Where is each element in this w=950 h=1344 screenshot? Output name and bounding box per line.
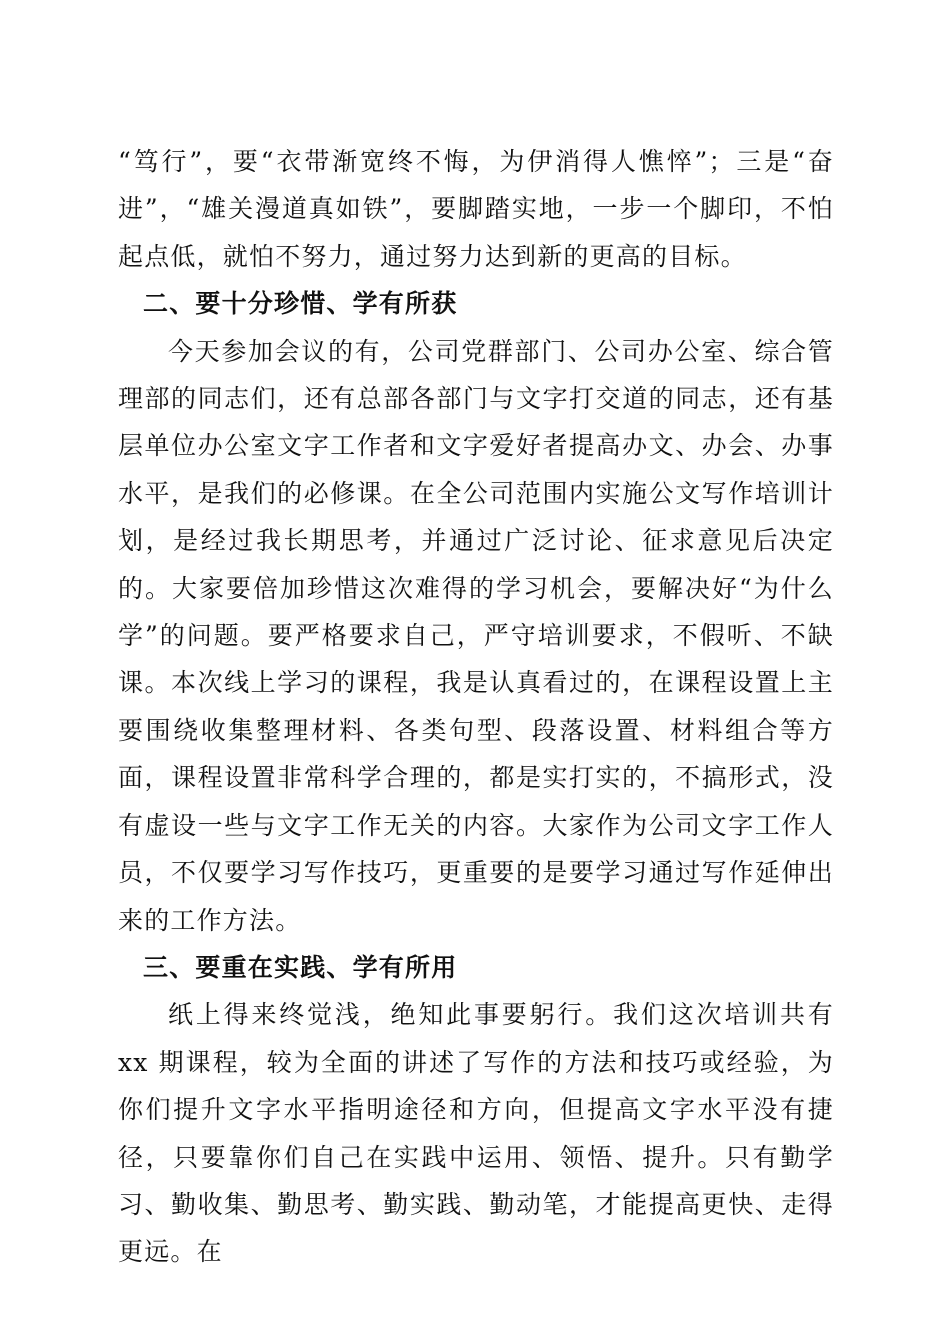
section-heading-2: 二、要十分珍惜、学有所获 bbox=[143, 289, 458, 319]
paragraph-continued-1: “笃行”，要“衣带渐宽终不悔，为伊消得人憔悴”；三是“奋进”，“雄关漫道真如铁”，要脚踏实地，一步一个脚印，不怕起点低，就怕不努力，通过努力达到新的更高的目标。 bbox=[118, 147, 834, 271]
document-body bbox=[118, 138, 834, 1276]
paragraph-section-2: 今天参加会议的有，公司党群部门、公司办公室、综合管理部的同志们，还有总部各部门与文字打交道的同志，还有基层单位办公室文字工作者和文字爱好者提高办文、办会、办事水平，是我们的必修课。在全公司范围内实施公文写作培训计划，是经过我长期思考，并通过广泛讨论、征求意见后决定的。大家要倍加珍惜这次难得的学习机会，要解决好“为什么学”的问题。要严格要求自己，严守培训要求，不假听、不缺课。本次线上学习的课程，我是认真看过的，在课程设置上主要围绕收集整理材料、各类句型、段落设置、材料组合等方面，课程设置非常科学合理的，都是实打实的，不搞形式，没有虚设一些与文字工作无关的内容。大家作为公司文字工作人员，不仅要学习写作技巧，更重要的是要学习通过写作延伸出来的工作方法。 bbox=[118, 336, 834, 935]
section-heading-3: 三、要重在实践、学有所用 bbox=[143, 952, 458, 982]
paragraph-section-3: 纸上得来终觉浅，绝知此事要躬行。我们这次培训共有 xx 期课程，较为全面的讲述了写作的方法和技巧或经验，为你们提升文字水平指明途径和方向，但提高文字水平没有捷径，只要靠你们自己在实践中运用、领悟、提升。只有勤学习、勤收集、勤思考、勤实践、勤动笔，才能提高更快、走得更远。在 bbox=[118, 1000, 834, 1267]
